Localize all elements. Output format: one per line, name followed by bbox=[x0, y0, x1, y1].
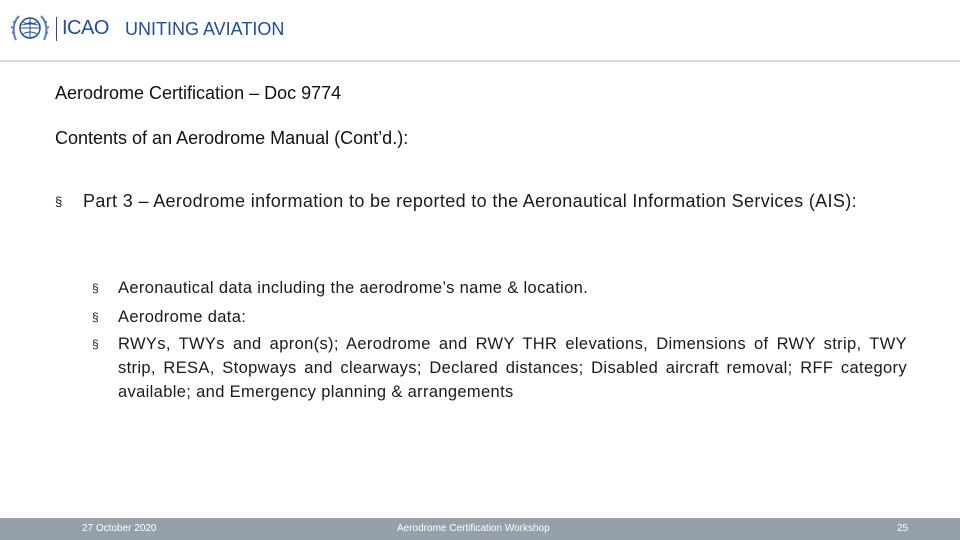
page-number: 25 bbox=[897, 523, 909, 534]
list-item bbox=[92, 305, 907, 329]
slide-footer bbox=[0, 518, 960, 540]
section-bullet-icon: § bbox=[55, 194, 63, 209]
logo-separator bbox=[56, 17, 57, 41]
part-3-bullet bbox=[55, 189, 915, 214]
footer-title: Aerodrome Certification Workshop bbox=[397, 523, 550, 534]
part-3-text: Part 3 – Aerodrome information to be reported to the Aeronautical Information Services (AIS): bbox=[83, 191, 857, 211]
header-divider bbox=[0, 60, 960, 62]
section-bullet-icon: § bbox=[92, 337, 99, 351]
list-item-text: Aerodrome data: bbox=[118, 308, 247, 326]
list-item-text: RWYs, TWYs and apron(s); Aerodrome and RWY THR elevations, Dimensions of RWY strip, TWY strip, RESA, Stopways and clearways; Declared distances; Disabled aircraft removal; RFF category available; and Emergency planning & arrangements bbox=[118, 335, 907, 401]
icao-logo-text: ICAO bbox=[62, 17, 109, 39]
section-bullet-icon: § bbox=[92, 281, 99, 295]
sub-bullet-list bbox=[92, 276, 907, 409]
slide-subtitle: Contents of an Aerodrome Manual (Cont’d.): bbox=[55, 128, 409, 148]
icao-emblem-icon bbox=[10, 10, 50, 48]
section-bullet-icon: § bbox=[92, 310, 99, 324]
footer-date: 27 October 2020 bbox=[82, 523, 157, 534]
list-item bbox=[92, 332, 907, 404]
list-item-text: Aeronautical data including the aerodrome’s name & location. bbox=[118, 279, 589, 297]
list-item bbox=[92, 276, 907, 300]
slide-title: Aerodrome Certification – Doc 9774 bbox=[55, 83, 342, 103]
uniting-aviation-tagline: UNITING AVIATION bbox=[125, 19, 285, 39]
slide-header bbox=[0, 0, 960, 62]
